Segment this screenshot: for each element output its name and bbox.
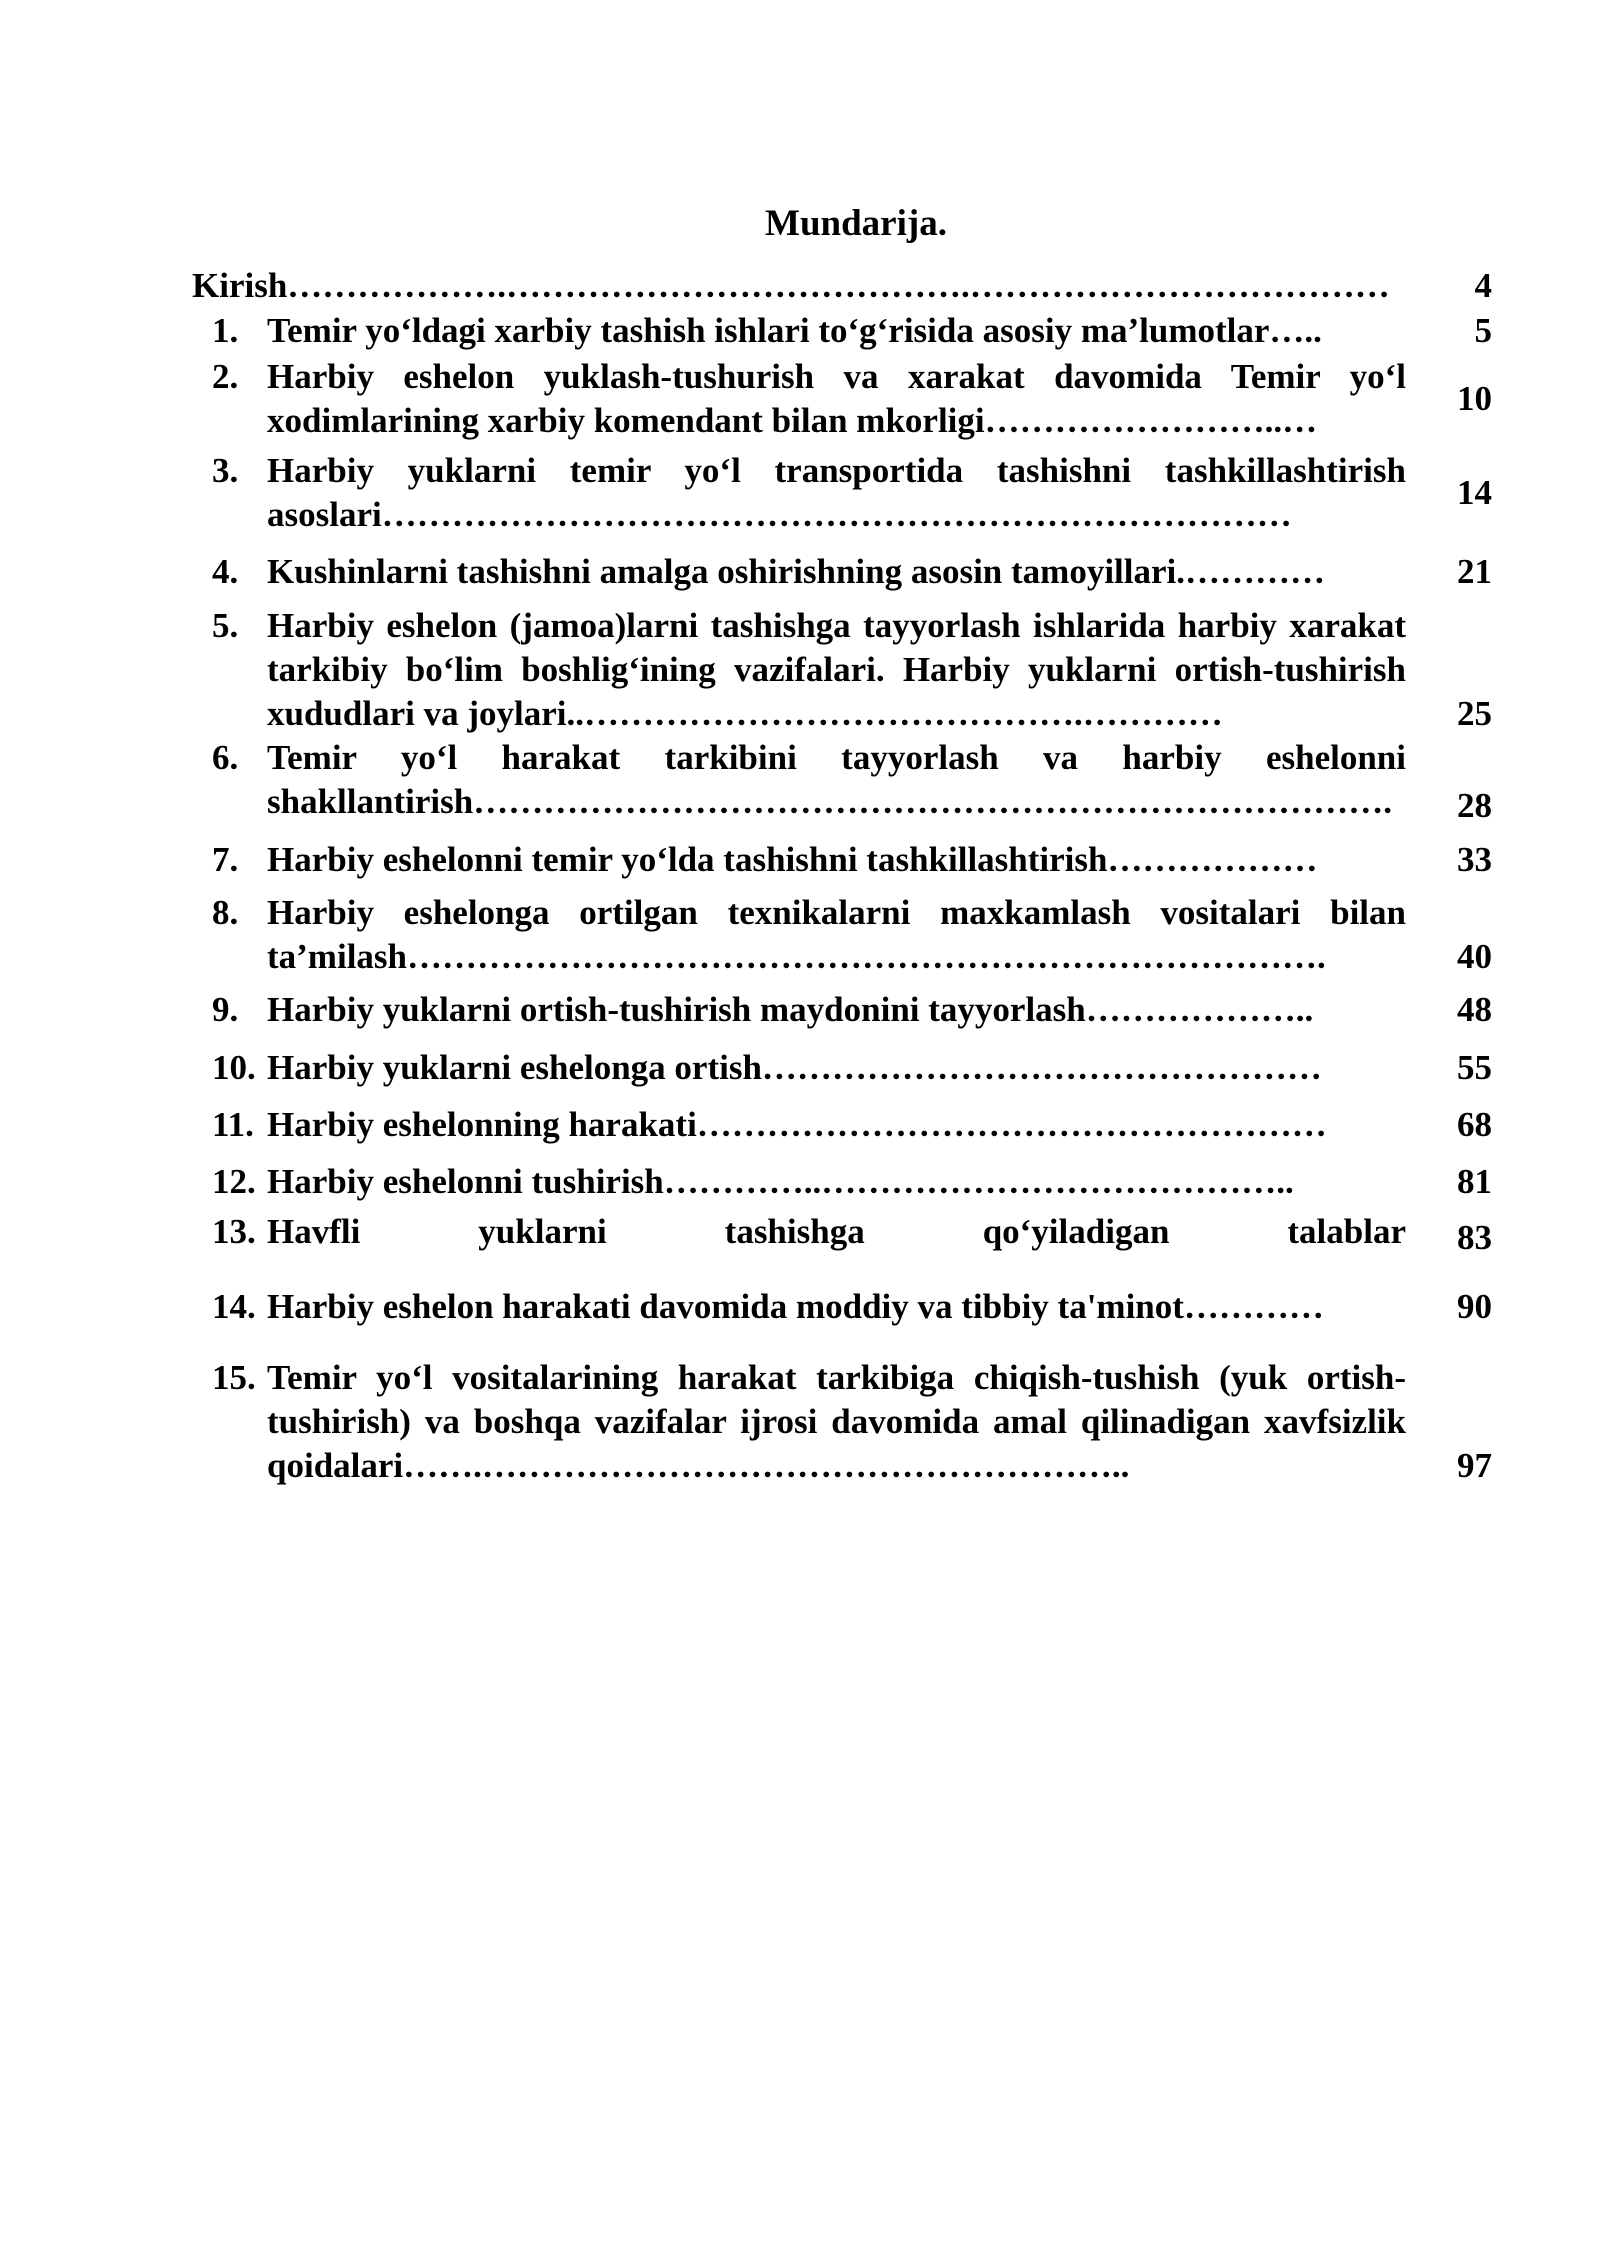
- toc-entry-page: 40: [1457, 937, 1492, 976]
- toc-entry-number: 14.: [212, 1287, 256, 1326]
- toc-entry-number: 2.: [212, 357, 239, 396]
- toc-entry-number: 15.: [212, 1358, 256, 1397]
- toc-entry-page: 48: [1457, 990, 1492, 1029]
- toc-entry-text: Harbiy yuklarni eshelonga ortish…………………………………………: [267, 1048, 1322, 1087]
- toc-entry-page: 33: [1457, 840, 1492, 879]
- toc-entry-text: Temir yo‘l harakat tarkibini tayyorlash va harbiy eshelonni shakllantirish…………………………………………………………………….: [267, 738, 1406, 821]
- toc-entry-text: Harbiy eshelonni temir yo‘lda tashishni tashkillashtirish………………: [267, 840, 1318, 879]
- toc-entry-text: Harbiy eshelon (jamoa)larni tashishga tayyorlash ishlarida harbiy xarakat tarkibiy bo‘lim boshlig‘ining vazifalari. Harbiy yuklarni ortish-tushirish xududlari va joylari..…………………………………….…………: [267, 606, 1406, 733]
- toc-entry-text: Harbiy eshelon yuklash-tushurish va xarakat davomida Temir yo‘l xodimlarining xarbiy komendant bilan mkorligi……………………..…: [267, 357, 1406, 440]
- toc-entry-number: 9.: [212, 990, 239, 1029]
- toc-entry-number: 5.: [212, 606, 239, 645]
- toc-entry-text: Kirish……………….………………………………….………………………………: [192, 266, 1390, 305]
- toc-entry-page: 55: [1457, 1048, 1492, 1087]
- toc-entry-number: 8.: [212, 893, 239, 932]
- toc-entry-text: Harbiy eshelon harakati davomida moddiy va tibbiy ta'minot…………: [267, 1287, 1324, 1326]
- toc-entry-number: 3.: [212, 451, 239, 490]
- page-title: Mundarija.: [765, 203, 947, 244]
- toc-entry-text: Harbiy yuklarni temir yo‘l transportida tashishni tashkillashtirish asoslari……………………………………………………………………: [267, 451, 1406, 534]
- toc-entry-page: 5: [1474, 311, 1492, 350]
- toc-entry-number: 6.: [212, 738, 239, 777]
- toc-entry-number: 10.: [212, 1048, 256, 1087]
- toc-entry-page: 68: [1457, 1105, 1492, 1144]
- toc-entry-page: 14: [1457, 473, 1492, 512]
- toc-entry-page: 81: [1457, 1162, 1492, 1201]
- toc-entry-text: Harbiy yuklarni ortish-tushirish maydonini tayyorlash………………..: [267, 990, 1314, 1029]
- toc-entry-page: 25: [1457, 694, 1492, 733]
- toc-entry-page: 90: [1457, 1287, 1492, 1326]
- toc-entry-number: 1.: [212, 311, 239, 350]
- toc-entry-page: 83: [1457, 1218, 1492, 1257]
- toc-entry-text: Harbiy eshelonning harakati………………………………………………: [267, 1105, 1327, 1144]
- toc-entry-number: 11.: [212, 1105, 254, 1144]
- toc-entry-text: Havfli yuklarni tashishga qo‘yiladigan talablar: [267, 1212, 1406, 1251]
- toc-entry-text: Kushinlarni tashishni amalga oshirishning asosin tamoyillari.…………: [267, 552, 1326, 591]
- toc-entry-number: 12.: [212, 1162, 256, 1201]
- toc-entry-number: 13.: [212, 1212, 256, 1251]
- toc-entry-text: Temir yo‘ldagi xarbiy tashish ishlari to‘g‘risida asosiy ma’lumotlar…..: [267, 311, 1322, 350]
- toc-entry-page: 10: [1457, 379, 1492, 418]
- toc-entry-page: 28: [1457, 786, 1492, 825]
- toc-entry-number: 7.: [212, 840, 239, 879]
- toc-entry-page: 4: [1474, 266, 1492, 305]
- toc-entry-text: Harbiy eshelonni tushirish…………..…………………………………..: [267, 1162, 1294, 1201]
- toc-entry-number: 4.: [212, 552, 239, 591]
- toc-entry-text: Temir yo‘l vositalarining harakat tarkibiga chiqish-tushish (yuk ortish-tushirish) va boshqa vazifalar ijrosi davomida amal qilinadigan xavfsizlik qoidalari…….………………………………………………..: [267, 1358, 1406, 1485]
- toc-entry-page: 97: [1457, 1446, 1492, 1485]
- toc-entry-text: Harbiy eshelonga ortilgan texnikalarni maxkamlash vositalari bilan ta’milash…………………………………………………………………….: [267, 893, 1406, 976]
- toc-entry-page: 21: [1457, 552, 1492, 591]
